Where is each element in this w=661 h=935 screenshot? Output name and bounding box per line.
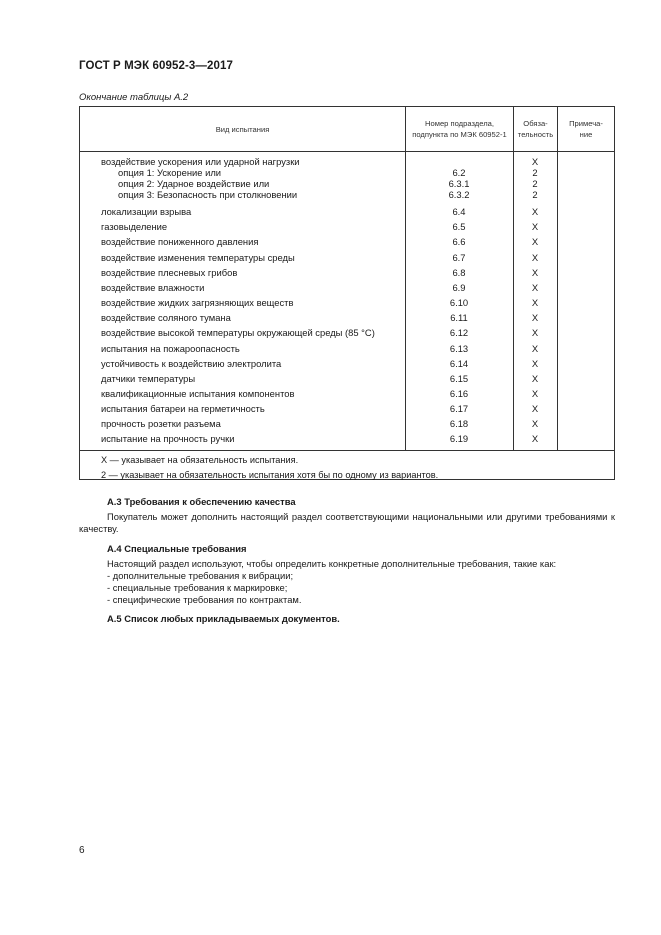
mandatory-mark: X [531,156,539,167]
test-name: газовыделение [101,221,168,232]
section-number: 6.19 [449,433,469,444]
test-name: воздействие влажности [101,282,205,293]
section-number: 6.12 [449,327,469,338]
section-heading-a4: А.4 Специальные требования [107,543,247,554]
mandatory-mark: X [531,343,539,354]
section-number: 6.7 [452,252,466,263]
section-number: 6.2 [452,167,466,178]
test-name: испытания на пожароопасность [101,343,240,354]
test-name: воздействие пониженного давления [101,236,259,247]
header-divider [80,151,614,152]
list-item: - специальные требования к маркировке; [107,582,288,593]
section-heading-a3: А.3 Требования к обеспечению качества [107,496,296,507]
column-header-section: Номер подраздела, подпункта по МЭК 60952-1 [412,119,507,139]
section-number: 6.3.2 [448,189,470,200]
mandatory-mark: X [531,388,539,399]
list-item: - специфические требования по контрактам. [107,594,302,605]
table-notes [101,453,438,483]
test-name: прочность розетки разъема [101,418,221,429]
column-header-test-type: Вид испытания [215,124,270,134]
mandatory-mark: X [531,358,539,369]
test-name: датчики температуры [101,373,196,384]
section-number: 6.8 [452,267,466,278]
section-number: 6.3.1 [448,178,470,189]
mandatory-mark: X [531,418,539,429]
column-divider [557,107,558,450]
section-text: Настоящий раздел используют, чтобы определить конкретные дополнительные требования, такие как: [107,558,557,569]
test-option: опция 2: Ударное воздействие или [118,178,270,189]
mandatory-mark: X [531,297,539,308]
mandatory-mark: X [531,267,539,278]
test-name: воздействие соляного тумана [101,312,231,323]
test-name: испытания батареи на герметичность [101,403,265,414]
test-name: воздействие плесневых грибов [101,267,238,278]
test-name: воздействие высокой температуры окружающей среды (85 °С) [101,327,375,338]
test-name: испытание на прочность ручки [101,433,235,444]
mandatory-mark: X [531,282,539,293]
mandatory-mark: X [531,206,539,217]
test-name: устойчивость к воздействию электролита [101,358,282,369]
section-number: 6.11 [450,312,468,323]
section-number: 6.4 [452,206,466,217]
test-name: воздействие жидких загрязняющих веществ [101,297,294,308]
mandatory-mark: X [531,252,539,263]
section-number: 6.14 [449,358,469,369]
section-heading-a5: А.5 Список любых прикладываемых документов. [107,613,340,624]
test-name: воздействие ускорения или ударной нагрузки [101,156,300,167]
notes-divider [80,450,614,451]
section-number: 6.6 [452,236,466,247]
section-number: 6.16 [449,388,469,399]
test-name: квалификационные испытания компонентов [101,388,295,399]
document-header: ГОСТ Р МЭК 60952-3—2017 [79,60,233,72]
table-note: Х — указывает на обязательность испытания. [101,455,299,465]
test-name: локализации взрыва [101,206,192,217]
section-number: 6.10 [449,297,469,308]
section-number: 6.5 [452,221,466,232]
table-note: 2 — указывает на обязательность испытания хотя бы по одному из вариантов. [101,470,439,480]
section-text: Покупатель может дополнить настоящий раздел соответствующими национальными или другими требованиями к качеству. [79,511,615,534]
mandatory-mark: X [531,327,539,338]
mandatory-mark: X [531,433,539,444]
mandatory-mark: X [531,236,539,247]
section-number: 6.13 [449,343,469,354]
section-number: 6.18 [449,418,469,429]
section-number: 6.15 [449,373,469,384]
column-header-note: Примеча-ние [569,119,603,139]
test-table [79,106,615,480]
table-caption: Окончание таблицы А.2 [79,92,189,103]
mandatory-mark: X [531,373,539,384]
section-number: 6.17 [449,403,469,414]
test-option: опция 3: Безопасность при столкновении [118,189,298,200]
mandatory-mark: 2 [532,189,538,200]
mandatory-mark: X [531,403,539,414]
section-number: 6.9 [452,282,466,293]
page-number: 6 [79,845,85,856]
list-item: - дополнительные требования к вибрации; [107,570,294,581]
mandatory-mark: 2 [532,167,538,178]
mandatory-mark: 2 [532,178,538,189]
mandatory-mark: X [531,312,539,323]
test-name: воздействие изменения температуры среды [101,252,295,263]
mandatory-mark: X [531,221,539,232]
column-header-mandatory: Обяза-тельность [517,119,554,139]
test-option: опция 1: Ускорение или [118,167,222,178]
section-paragraph [79,511,615,535]
